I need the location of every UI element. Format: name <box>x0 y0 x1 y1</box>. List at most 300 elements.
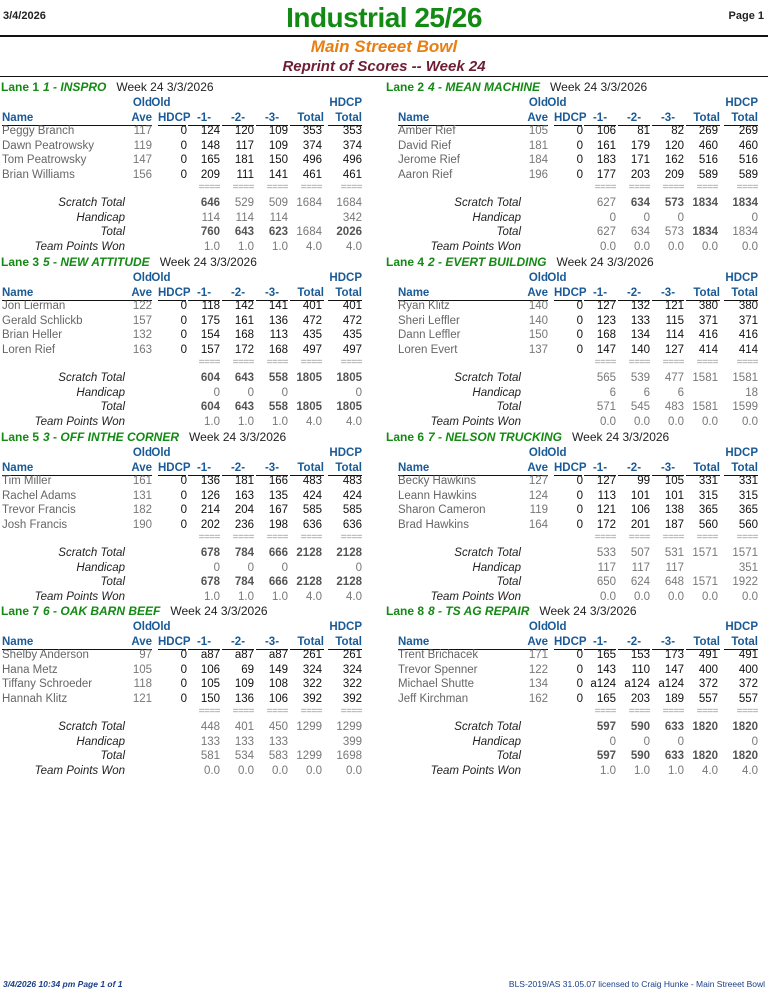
bowler-row <box>0 503 384 518</box>
game-1-score: 165 <box>200 154 220 166</box>
game-2-score: 140 <box>630 343 650 356</box>
points-value: 0.0 <box>742 415 758 428</box>
week-date: Week 24 3/3/2026 <box>189 430 287 444</box>
handicap-total: 261 <box>342 649 362 661</box>
bowler-handicap: 0 <box>576 168 583 181</box>
game-2-score: 110 <box>631 663 650 676</box>
series-total: 414 <box>698 343 718 356</box>
series-total: 269 <box>698 125 718 137</box>
total-value: 604 <box>200 401 220 413</box>
game-2-score: a124 <box>624 678 650 690</box>
game-1-score: 136 <box>200 475 220 487</box>
total-header: Total <box>290 461 324 476</box>
separator-equals: ==== <box>266 182 288 193</box>
points-value: 1.0 <box>272 590 288 603</box>
handicap-total: 331 <box>738 475 758 487</box>
game-2-score: 132 <box>630 300 650 312</box>
scratch-value: 1581 <box>692 372 718 384</box>
bowler-name: Loren Rief <box>2 343 56 356</box>
handicap-total: 460 <box>738 139 758 152</box>
series-total: 371 <box>698 314 718 327</box>
handicap-label: Handicap <box>76 735 125 748</box>
hdcp-total-header: Total <box>724 286 758 301</box>
handicap-total: 516 <box>738 154 758 166</box>
game3-header: -3- <box>256 286 288 301</box>
old-ave-header-top: Old <box>132 272 152 284</box>
game-1-score: a87 <box>200 649 220 661</box>
bowler-handicap: 0 <box>180 329 187 341</box>
series-total: 392 <box>302 692 322 705</box>
series-total: 322 <box>302 678 322 690</box>
scratch-value: 590 <box>630 721 650 733</box>
scratch-value: 509 <box>268 197 288 209</box>
total-header: Total <box>686 635 720 650</box>
game-3-score: 113 <box>269 329 288 341</box>
points-value: 1.0 <box>668 764 684 777</box>
game3-header: -3- <box>256 635 288 650</box>
total-value: 666 <box>268 576 288 588</box>
separator-row <box>384 358 768 368</box>
handicap-value: 0 <box>281 386 288 399</box>
separator-row <box>384 707 768 717</box>
game3-header: -3- <box>652 111 684 126</box>
scratch-value: 1299 <box>336 721 362 733</box>
separator-equals: ==== <box>266 706 288 717</box>
game-1-score: 126 <box>200 489 220 502</box>
total-value: 2128 <box>336 576 362 588</box>
bowler-row <box>0 474 384 489</box>
handicap-total: 353 <box>342 125 362 137</box>
series-total: 324 <box>302 663 322 676</box>
game-3-score: 121 <box>664 300 684 312</box>
bowler-row <box>384 648 768 663</box>
team-name: 5 - NEW ATTITUDE <box>43 255 150 269</box>
bowler-handicap: 0 <box>180 168 187 181</box>
game-2-score: 168 <box>234 329 254 341</box>
name-header: Name <box>398 635 524 650</box>
week-date: Week 24 3/3/2026 <box>159 255 257 269</box>
handicap-value: 6 <box>609 386 616 399</box>
scratch-value: 401 <box>234 721 254 733</box>
separator-equals: ==== <box>736 357 758 368</box>
handicap-value: 0 <box>643 735 650 748</box>
game3-header: -3- <box>652 461 684 476</box>
bowler-name: Ryan Klitz <box>398 300 450 312</box>
points-value: 4.0 <box>306 590 322 603</box>
game-2-score: 204 <box>234 504 254 516</box>
game-1-score: 124 <box>200 125 220 137</box>
handicap-value: 0 <box>609 211 616 224</box>
old-ave-header-top: Old <box>528 447 548 459</box>
bowler-handicap: 0 <box>180 125 187 137</box>
team-points-label: Team Points Won <box>430 764 521 777</box>
scratch-total-row <box>384 371 768 386</box>
total-value: 583 <box>268 750 288 762</box>
game-3-score: a124 <box>658 678 684 690</box>
game-3-score: a87 <box>268 649 288 661</box>
old-hdcp-header: HDCP <box>158 112 191 124</box>
handicap-total: 416 <box>738 329 758 341</box>
handicap-row <box>0 386 384 401</box>
bowler-average: 181 <box>528 139 548 152</box>
bowler-row <box>384 153 768 168</box>
points-value: 0.0 <box>702 240 718 253</box>
handicap-total: 483 <box>342 475 362 487</box>
scratch-total-label: Scratch Total <box>454 197 521 209</box>
separator-equals: ==== <box>266 357 288 368</box>
game-1-score: 106 <box>200 663 220 676</box>
old-hdcp-header-top: Old <box>151 621 171 633</box>
scratch-total-row <box>0 371 384 386</box>
scratch-total-row <box>0 720 384 735</box>
points-value: 1.0 <box>272 240 288 253</box>
points-value: 4.0 <box>702 764 718 777</box>
separator-equals: ==== <box>628 706 650 717</box>
lane-header <box>386 604 637 618</box>
total-value: 1820 <box>732 750 758 762</box>
old-ave-header: Ave <box>512 286 548 301</box>
series-total: 424 <box>302 489 322 502</box>
game-3-score: 147 <box>664 663 684 676</box>
bowler-handicap: 0 <box>576 692 583 705</box>
separator-row <box>0 183 384 193</box>
total-value: 573 <box>664 226 684 238</box>
separator-row <box>0 707 384 717</box>
game-1-score: 154 <box>200 329 220 341</box>
scratch-total-row <box>384 196 768 211</box>
points-value: 4.0 <box>742 764 758 777</box>
points-value: 0.0 <box>742 240 758 253</box>
game-3-score: 82 <box>671 125 684 137</box>
lane-header <box>386 430 669 444</box>
series-total: 261 <box>302 649 322 661</box>
separator-equals: ==== <box>594 182 616 193</box>
old-hdcp-header-top: Old <box>547 272 567 284</box>
bowler-average: 182 <box>132 504 152 516</box>
points-value: 0.0 <box>742 590 758 603</box>
bowler-handicap: 0 <box>180 343 187 356</box>
points-value: 0.0 <box>702 590 718 603</box>
game-1-score: 168 <box>596 329 616 341</box>
lane-number: Lane 7 <box>1 604 40 618</box>
bowler-handicap: 0 <box>576 154 583 166</box>
separator-equals: ==== <box>340 532 362 543</box>
team-total-row <box>384 225 768 240</box>
bowler-average: 184 <box>528 154 548 166</box>
team-points-row <box>0 764 384 779</box>
lane-block <box>0 78 384 252</box>
handicap-label: Handicap <box>472 561 521 574</box>
separator-equals: ==== <box>232 182 254 193</box>
separator-equals: ==== <box>696 706 718 717</box>
bowler-row <box>384 168 768 183</box>
game-2-score: 161 <box>234 314 254 327</box>
team-total-label: Total <box>496 401 521 413</box>
scratch-total-row <box>384 720 768 735</box>
handicap-value: 0 <box>677 735 684 748</box>
bowler-name: Loren Evert <box>398 343 458 356</box>
old-ave-header: Ave <box>116 461 152 476</box>
lane-header <box>386 80 647 94</box>
game-2-score: 133 <box>630 314 650 327</box>
handicap-value: 133 <box>268 735 288 748</box>
bowler-row <box>384 124 768 139</box>
total-header: Total <box>686 111 720 126</box>
game-2-score: 203 <box>630 692 650 705</box>
old-ave-header: Ave <box>512 461 548 476</box>
handicap-value: 114 <box>235 211 254 224</box>
game1-header: -1- <box>584 286 616 301</box>
game-2-score: 153 <box>630 649 650 661</box>
handicap-label: Handicap <box>472 386 521 399</box>
team-points-label: Team Points Won <box>430 240 521 253</box>
scratch-value: 1571 <box>732 547 758 559</box>
total-value: 1571 <box>692 576 718 588</box>
bowler-average: 117 <box>133 125 152 137</box>
total-value: 633 <box>664 750 684 762</box>
handicap-row <box>384 211 768 226</box>
hdcp-total-header: Total <box>328 635 362 650</box>
points-value: 4.0 <box>306 415 322 428</box>
lane-number: Lane 4 <box>386 255 425 269</box>
handicap-value: 0 <box>247 561 254 574</box>
bowler-handicap: 0 <box>180 678 187 690</box>
team-total-label: Total <box>100 750 125 762</box>
scratch-total-label: Scratch Total <box>454 372 521 384</box>
points-value: 0.0 <box>346 764 362 777</box>
handicap-total: 392 <box>342 692 362 705</box>
bowler-row <box>384 343 768 358</box>
team-name: 3 - OFF INTHE CORNER <box>43 430 180 444</box>
handicap-total: 461 <box>342 168 362 181</box>
handicap-total: 424 <box>342 489 362 502</box>
lane-block <box>384 253 768 427</box>
series-total: 516 <box>698 154 718 166</box>
old-ave-header-top: Old <box>528 621 548 633</box>
bowler-average: 97 <box>139 649 152 661</box>
handicap-value: 399 <box>342 735 362 748</box>
total-value: 545 <box>630 401 650 413</box>
game-1-score: 127 <box>596 300 616 312</box>
hdcp-total-header-top: HDCP <box>329 97 362 109</box>
scratch-value: 1834 <box>692 197 718 209</box>
game-2-score: 172 <box>234 343 254 356</box>
old-hdcp-header-top: Old <box>547 621 567 633</box>
handicap-value: 114 <box>269 211 288 224</box>
series-total: 315 <box>698 489 718 502</box>
series-total: 497 <box>302 343 322 356</box>
separator-equals: ==== <box>594 532 616 543</box>
total-value: 643 <box>234 401 254 413</box>
game-3-score: 167 <box>268 504 288 516</box>
bowler-average: 118 <box>133 678 152 690</box>
bowler-name: Aaron Rief <box>398 168 453 181</box>
hdcp-total-header-top: HDCP <box>725 272 758 284</box>
handicap-total: 365 <box>738 504 758 516</box>
hdcp-total-header-top: HDCP <box>329 447 362 459</box>
handicap-value: 0 <box>355 561 362 574</box>
scratch-value: 448 <box>200 721 220 733</box>
bowler-row <box>384 677 768 692</box>
handicap-row <box>0 735 384 750</box>
bowler-row <box>0 648 384 663</box>
team-points-row <box>0 415 384 430</box>
bowler-average: 190 <box>132 518 152 531</box>
series-total: 483 <box>302 475 322 487</box>
series-total: 557 <box>698 692 718 705</box>
bowler-name: Tiffany Schroeder <box>2 678 93 690</box>
handicap-value: 0 <box>213 386 220 399</box>
series-total: 491 <box>698 649 718 661</box>
game-2-score: 181 <box>234 154 254 166</box>
report-date: 3/4/2026 <box>3 10 46 22</box>
game-2-score: 106 <box>630 504 650 516</box>
bowler-average: 134 <box>528 678 548 690</box>
report-subtitle: Reprint of Scores -- Week 24 <box>282 58 486 75</box>
game-3-score: 108 <box>268 678 288 690</box>
points-value: 1.0 <box>634 764 650 777</box>
separator-equals: ==== <box>736 532 758 543</box>
handicap-value: 351 <box>738 561 758 574</box>
name-header: Name <box>2 635 128 650</box>
bowler-name: Trevor Francis <box>2 504 76 516</box>
bowler-row <box>0 168 384 183</box>
game-1-score: 106 <box>596 125 616 137</box>
bowler-name: Jerome Rief <box>398 154 460 166</box>
total-header: Total <box>290 286 324 301</box>
game2-header: -2- <box>618 286 650 301</box>
bowler-handicap: 0 <box>180 139 187 152</box>
game-1-score: 183 <box>596 154 616 166</box>
game-3-score: 138 <box>664 504 684 516</box>
scratch-value: 1805 <box>296 372 322 384</box>
separator-equals: ==== <box>662 357 684 368</box>
game-1-score: 177 <box>596 168 616 181</box>
bowler-handicap: 0 <box>576 343 583 356</box>
scratch-total-label: Scratch Total <box>58 372 125 384</box>
bowler-row <box>384 474 768 489</box>
old-ave-header: Ave <box>512 111 548 126</box>
old-hdcp-header: HDCP <box>158 636 191 648</box>
total-value: 1922 <box>732 576 758 588</box>
handicap-total: 269 <box>738 125 758 137</box>
separator-equals: ==== <box>628 532 650 543</box>
bowler-handicap: 0 <box>576 678 583 690</box>
old-hdcp-header: HDCP <box>554 112 587 124</box>
separator-equals: ==== <box>300 357 322 368</box>
bowler-name: Jeff Kirchman <box>398 692 469 705</box>
game-1-score: 202 <box>200 518 220 531</box>
week-date: Week 24 3/3/2026 <box>556 255 654 269</box>
bowler-row <box>0 518 384 533</box>
game-2-score: 171 <box>630 154 650 166</box>
scratch-value: 477 <box>664 372 684 384</box>
handicap-row <box>384 735 768 750</box>
handicap-total: 636 <box>342 518 362 531</box>
separator-equals: ==== <box>198 357 220 368</box>
total-value: 581 <box>200 750 220 762</box>
bowler-row <box>384 489 768 504</box>
bowler-name: Michael Shutte <box>398 678 475 690</box>
points-value: 0.0 <box>634 415 650 428</box>
total-value: 571 <box>596 401 616 413</box>
team-total-row <box>384 749 768 764</box>
series-total: 331 <box>698 475 718 487</box>
scratch-total-label: Scratch Total <box>454 547 521 559</box>
points-value: 0.0 <box>668 415 684 428</box>
handicap-total: 435 <box>342 329 362 341</box>
handicap-total: 315 <box>738 489 758 502</box>
bowler-name: Dawn Peatrowsky <box>2 139 95 152</box>
bowler-row <box>0 677 384 692</box>
handicap-total: 400 <box>738 663 758 676</box>
scratch-value: 565 <box>596 372 616 384</box>
scratch-total-label: Scratch Total <box>454 721 521 733</box>
points-value: 1.0 <box>272 415 288 428</box>
scratch-value: 1684 <box>296 197 322 209</box>
report-title: Industrial 25/26 <box>286 2 482 33</box>
bowler-row <box>384 692 768 707</box>
bowler-average: 131 <box>132 489 152 502</box>
game2-header: -2- <box>222 286 254 301</box>
handicap-value: 0 <box>751 735 758 748</box>
game-1-score: 118 <box>201 300 220 312</box>
handicap-value: 0 <box>281 561 288 574</box>
bowler-handicap: 0 <box>576 663 583 676</box>
total-value: 648 <box>664 576 684 588</box>
lane-header <box>1 255 257 269</box>
hdcp-total-header: Total <box>328 286 362 301</box>
scratch-value: 633 <box>664 721 684 733</box>
bowler-name: Tom Peatrowsky <box>2 154 87 166</box>
separator-equals: ==== <box>300 706 322 717</box>
game-3-score: 105 <box>664 475 684 487</box>
handicap-value: 117 <box>597 561 616 574</box>
bowler-handicap: 0 <box>180 475 187 487</box>
bowler-name: Tim Miller <box>2 475 52 487</box>
lane-header <box>1 80 214 94</box>
lane-header <box>1 430 286 444</box>
team-points-label: Team Points Won <box>34 415 125 428</box>
bowler-average: 121 <box>132 692 152 705</box>
handicap-total: 557 <box>738 692 758 705</box>
team-total-row <box>0 575 384 590</box>
game-1-score: 143 <box>596 663 616 676</box>
scratch-total-label: Scratch Total <box>58 721 125 733</box>
series-total: 472 <box>302 314 322 327</box>
game-3-score: 120 <box>664 139 684 152</box>
lane-header <box>1 604 268 618</box>
handicap-total: 472 <box>342 314 362 327</box>
bowler-average: 140 <box>528 300 548 312</box>
scratch-value: 666 <box>268 547 288 559</box>
bowler-name: Sharon Cameron <box>398 504 486 516</box>
points-value: 1.0 <box>238 415 254 428</box>
game-2-score: 117 <box>235 139 254 152</box>
series-total: 461 <box>302 168 322 181</box>
game1-header: -1- <box>188 461 220 476</box>
separator-equals: ==== <box>340 357 362 368</box>
week-date: Week 24 3/3/2026 <box>550 80 648 94</box>
total-value: 1805 <box>296 401 322 413</box>
separator-row <box>0 358 384 368</box>
game-3-score: 101 <box>664 489 684 502</box>
game-2-score: 136 <box>234 692 254 705</box>
hdcp-total-header: Total <box>724 111 758 126</box>
game-3-score: 173 <box>664 649 684 661</box>
old-ave-header-top: Old <box>528 272 548 284</box>
game-3-score: 136 <box>268 314 288 327</box>
